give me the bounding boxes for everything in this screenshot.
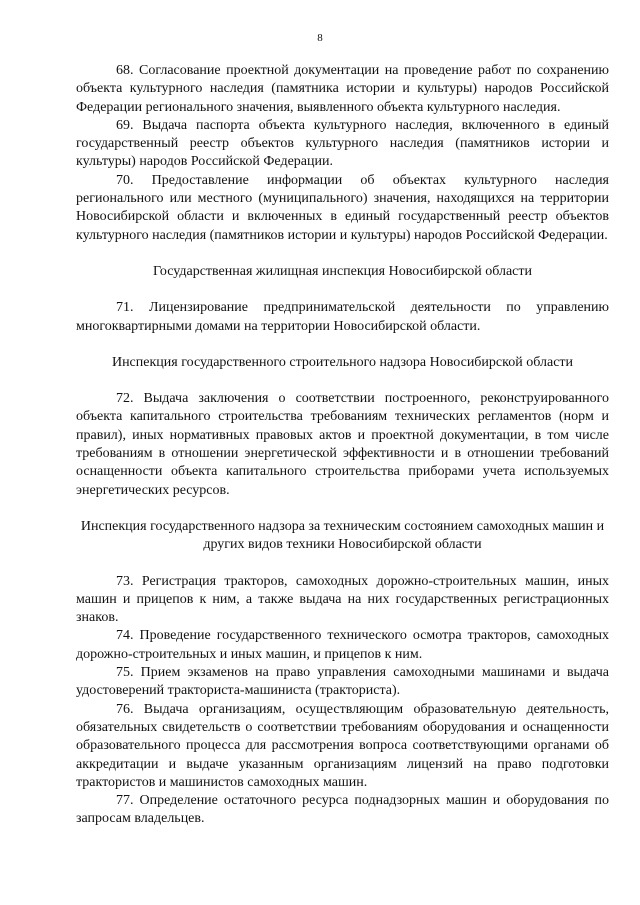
paragraph-70: 70. Предоставление информации об объектах культурного наследия регионального или местного (муниципального) значения, находящихся на территории Новосибирской области и включенных в единый государственный реестр объектов культурного наследия (памятников истории и культуры) народов Российской Федерации. [76, 172, 609, 243]
paragraph-76: 76. Выдача организациям, осуществляющим образовательную деятельность, обязательных свидетельств о соответствии требованиям оборудования и оснащенности образовательного процесса для рассмотрения вопроса соответствующими органами об аккредитации и выдаче указанным организациям лицензий на право подготовки трактористов и машинистов самоходных машин. [76, 701, 609, 790]
section-heading-construction-inspection: Инспекция государственного строительного надзора Новосибирской области [111, 354, 574, 370]
section-heading-machinery-inspection: Инспекция государственного надзора за техническим состоянием самоходных машин и других видов техники Новосибирской области [80, 518, 605, 553]
paragraph-68: 68. Согласование проектной документации на проведение работ по сохранению объекта культурного наследия (памятника истории и культуры) народов Российской Федерации регионального значения, выявленного объекта культурного наследия. [76, 63, 609, 115]
paragraph-74: 74. Проведение государственного технического осмотра тракторов, самоходных дорожно-строительных и иных машин, и прицепов к ним. [76, 628, 609, 662]
paragraph-69: 69. Выдача паспорта объекта культурного наследия, включенного в единый государственный реестр объектов культурного наследия (памятников истории и культуры) народов Российской Федерации. [76, 117, 609, 170]
document-body [76, 62, 609, 829]
paragraph-71: 71. Лицензирование предпринимательской деятельности по управлению многоквартирными домами на территории Новосибирской области. [76, 300, 609, 334]
paragraph-73: 73. Регистрация тракторов, самоходных дорожно-строительных машин, иных машин и прицепов к ним, а также выдача на них государственных регистрационных знаков. [76, 573, 609, 626]
section-heading-housing-inspection: Государственная жилищная инспекция Новосибирской области [153, 263, 532, 279]
page-number: 8 [317, 32, 323, 44]
paragraph-75: 75. Прием экзаменов на право управления самоходными машинами и выдача удостоверений тракториста-машиниста (тракториста). [76, 665, 609, 699]
paragraph-72: 72. Выдача заключения о соответствии построенного, реконструированного объекта капитального строительства требованиям технических регламентов (норм и правил), иных нормативных правовых актов и проектной документации, в том числе требованиям в отношении энергетической эффективности и в отношении требований оснащенности объекта капитального строительства приборами учета используемых энергетических ресурсов. [76, 391, 609, 498]
paragraph-77: 77. Определение остаточного ресурса поднадзорных машин и оборудования по запросам владельцев. [76, 793, 609, 827]
